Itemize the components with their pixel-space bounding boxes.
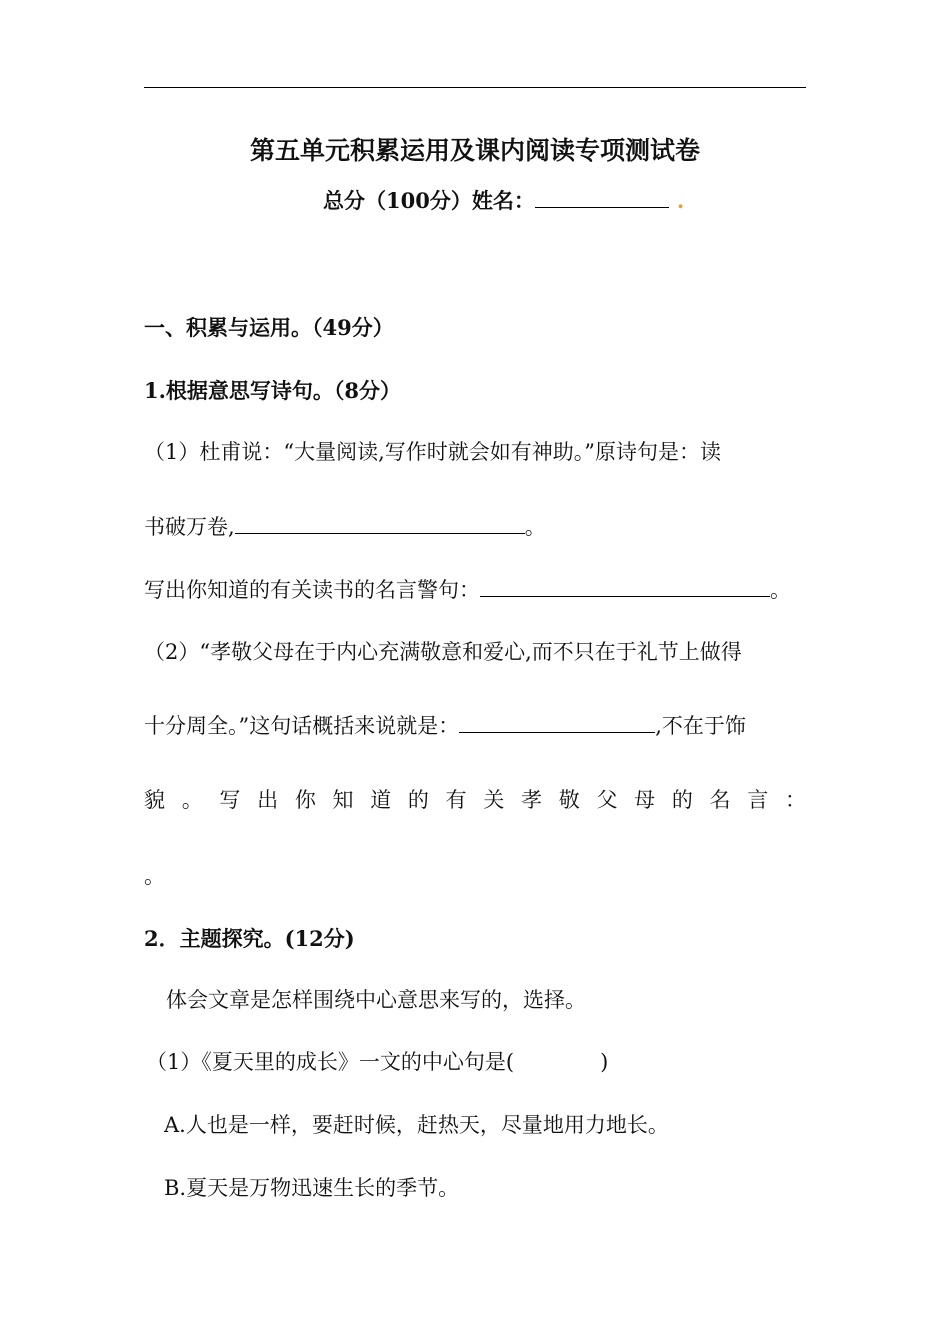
reading-quote-suffix: 。 [770, 578, 791, 602]
spread-char: 有 [445, 788, 467, 812]
spread-char: 知 [332, 788, 354, 812]
spread-char: 名 [709, 788, 731, 812]
spread-char: 的 [407, 788, 429, 812]
summary-blank[interactable] [459, 712, 655, 733]
spread-char: 敬 [558, 788, 580, 812]
q1-part1-prefix: 书破万卷, [144, 515, 235, 539]
question-1-heading: 1.根据意思写诗句。（8分） [144, 378, 402, 403]
page-title: 第五单元积累运用及课内阅读专项测试卷 [249, 136, 700, 165]
spread-char: 你 [294, 788, 316, 812]
spread-char: 出 [257, 788, 279, 812]
spread-char: 。 [181, 788, 203, 812]
spread-char: ： [784, 788, 806, 812]
reading-quote-blank[interactable] [480, 576, 770, 597]
option-b: B.夏天是万物迅速生长的季节。 [164, 1176, 460, 1200]
reading-quote-prompt: 写出你知道的有关读书的名言警句： [144, 578, 480, 602]
q1-part1-line3 [144, 576, 791, 604]
q2-item-1 [146, 1048, 608, 1076]
q1-part2-line2 [144, 712, 746, 740]
score-label: 总分（100分）姓名： [323, 188, 535, 213]
question-2-heading: 2．主题探究。(12分) [144, 926, 355, 951]
score-and-name-line [323, 187, 684, 215]
spread-char: 关 [483, 788, 505, 812]
option-a: A.人也是一样，要赶时候，赶热天，尽量地用力地长。 [164, 1113, 669, 1137]
section-1-heading: 一、积累与运用。（49分） [144, 315, 394, 340]
q1-part2-line3 [144, 786, 806, 814]
q1-part2-suffix: ,不在于饰 [655, 714, 746, 738]
poem-line-blank[interactable] [235, 513, 525, 534]
q1-part2-prefix: 十分周全。”这句话概括来说就是： [144, 714, 460, 738]
spread-char: 孝 [521, 788, 543, 812]
q2-intro: 体会文章是怎样围绕中心意思来写的，选择。 [166, 988, 586, 1012]
spread-char: 的 [671, 788, 693, 812]
q1-part1-line2 [144, 513, 546, 541]
spread-char: 道 [370, 788, 392, 812]
q1-part1-suffix: 。 [524, 515, 546, 539]
orange-dot: . [676, 188, 685, 213]
spread-char: 言 [747, 788, 769, 812]
spread-char: 母 [634, 788, 656, 812]
q1-part1-line1: （1）杜甫说：“大量阅读,写作时就会如有神助。”原诗句是：读 [144, 440, 722, 464]
q1-part2-line4: 。 [144, 864, 165, 888]
q2-item-1-prefix: （1）《夏天里的成长》一文的中心句是( [146, 1050, 515, 1074]
q2-item-1-suffix: ) [600, 1050, 609, 1074]
spread-char: 父 [596, 788, 618, 812]
spread-char: 貌 [144, 788, 165, 812]
spread-char: 写 [219, 788, 241, 812]
name-blank[interactable] [535, 187, 669, 208]
header-rule [144, 87, 806, 88]
q1-part2-line1: （2）“孝敬父母在于内心充满敬意和爱心,而不只在于礼节上做得 [144, 640, 742, 664]
